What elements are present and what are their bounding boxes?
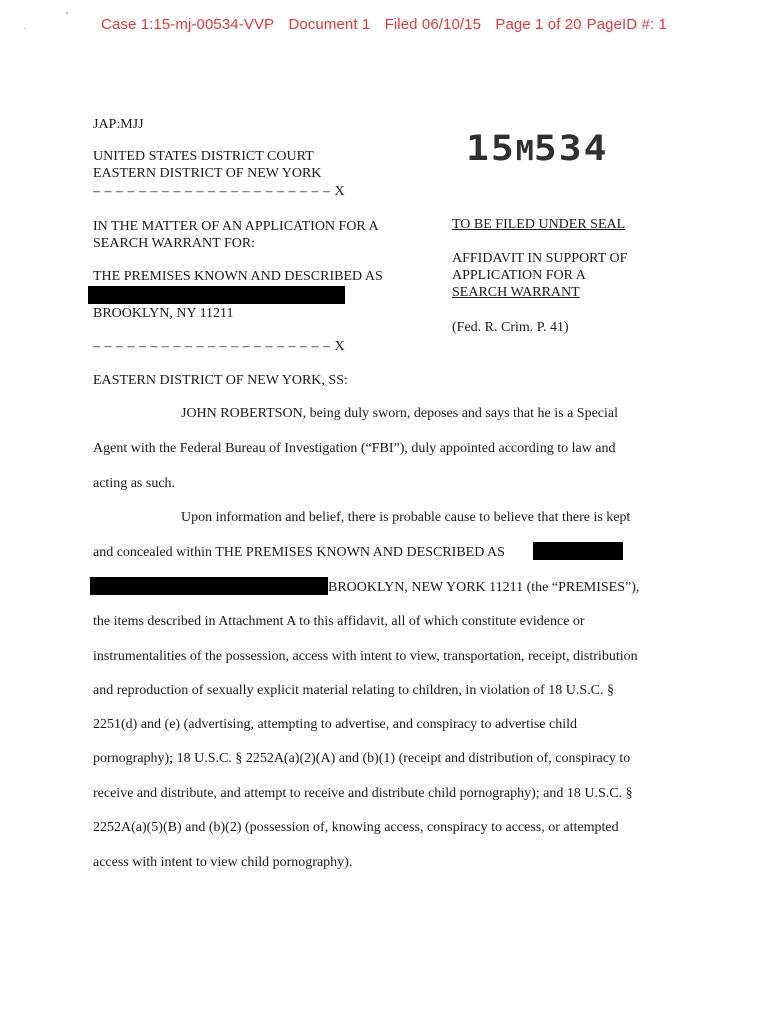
rule-citation: (Fed. R. Crim. P. 41): [452, 320, 569, 335]
paragraph2-line7: 2251(d) and (e) (advertising, attempting to advertise, and conspiracy to advertise child: [93, 717, 578, 732]
document-number: Document 1: [288, 16, 371, 33]
venue-line: EASTERN DISTRICT OF NEW YORK, SS:: [93, 373, 348, 388]
court-name-line1: UNITED STATES DISTRICT COURT: [93, 149, 314, 164]
matter-line1: IN THE MATTER OF AN APPLICATION FOR A: [93, 219, 379, 234]
paragraph2-line1: Upon information and belief, there is probable cause to believe that there is kept: [181, 510, 631, 525]
redaction-bar: [90, 577, 328, 595]
paragraph2-line3: BROOKLYN, NEW YORK 11211 (the “PREMISES”),: [328, 580, 640, 595]
caption-divider-top: – – – – – – – – – – – – – – – – – – – – – X: [93, 184, 346, 199]
page-id: PageID #: 1: [586, 16, 667, 33]
case-number: Case 1:15-mj-00534-VVP: [101, 16, 275, 33]
affidavit-title-line2: APPLICATION FOR A: [452, 268, 586, 283]
redaction-bar: [533, 542, 623, 560]
ecf-header: [0, 16, 768, 33]
affidavit-title-line3: SEARCH WARRANT: [452, 285, 580, 300]
premises-line: THE PREMISES KNOWN AND DESCRIBED AS: [93, 269, 383, 284]
paragraph2-line2: and concealed within THE PREMISES KNOWN AND DESCRIBED AS: [93, 545, 505, 560]
caption-divider-bottom: – – – – – – – – – – – – – – – – – – – – – X: [93, 339, 346, 354]
city-line: BROOKLYN, NY 11211: [93, 306, 234, 321]
paragraph2-line5: instrumentalities of the possession, access with intent to view, transportation, receipt, distribution: [93, 649, 638, 664]
court-name-line2: EASTERN DISTRICT OF NEW YORK: [93, 166, 322, 181]
stamp-part3: 534: [533, 127, 609, 169]
paragraph2-line9: receive and distribute, and attempt to receive and distribute child pornography); and 18 U.S.C. §: [93, 786, 633, 801]
seal-notice: TO BE FILED UNDER SEAL: [452, 217, 626, 232]
paragraph1-line2: Agent with the Federal Bureau of Investigation (“FBI”), duly appointed according to law and: [93, 441, 616, 456]
scan-speck: [66, 12, 68, 14]
stamp-part1: 15: [466, 127, 516, 169]
paragraph2-line11: access with intent to view child pornography).: [93, 855, 353, 870]
matter-line2: SEARCH WARRANT FOR:: [93, 236, 256, 251]
paragraph2-line10: 2252A(a)(5)(B) and (b)(2) (possession of, knowing access, conspiracy to access, or attempted: [93, 820, 619, 835]
filed-date: Filed 06/10/15: [384, 16, 482, 33]
page-count: Page 1 of 20: [495, 16, 582, 33]
paragraph1-line3: acting as such.: [93, 476, 176, 491]
attorney-initials: JAP:MJJ: [93, 117, 144, 132]
stamp-part2: M: [515, 135, 534, 168]
paragraph2-line4: the items described in Attachment A to this affidavit, all of which constitute evidence or: [93, 614, 585, 629]
paragraph1-line1: JOHN ROBERTSON, being duly sworn, deposes and says that he is a Special: [181, 406, 619, 421]
redaction-bar: [88, 286, 345, 304]
affidavit-title-line1: AFFIDAVIT IN SUPPORT OF: [452, 251, 628, 266]
docket-stamp: [466, 128, 608, 168]
paragraph2-line6: and reproduction of sexually explicit material relating to children, in violation of 18 U.S.C. §: [93, 683, 614, 698]
paragraph2-line8: pornography); 18 U.S.C. § 2252A(a)(2)(A) and (b)(1) (receipt and distribution of, conspiracy to: [93, 751, 631, 766]
